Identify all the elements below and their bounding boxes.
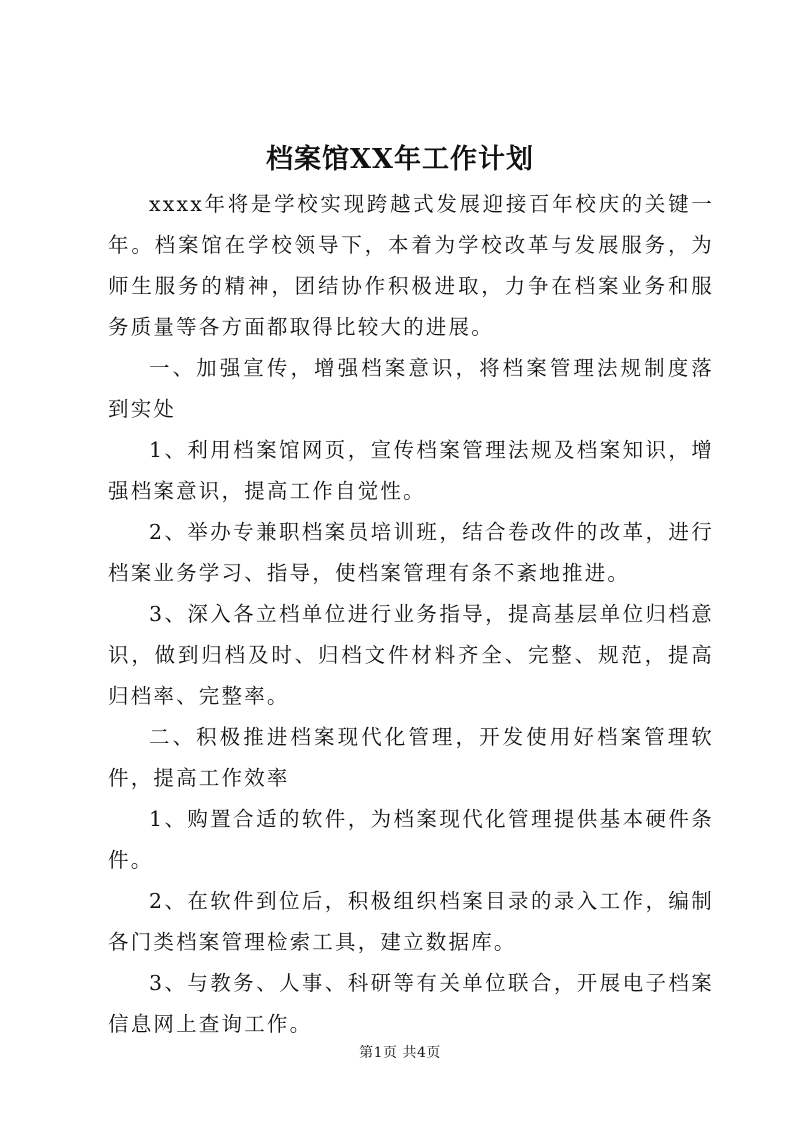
list-item: 3、与教务、人事、科研等有关单位联合，开展电子档案信息网上查询工作。 — [108, 971, 714, 1036]
list-item: 1、购置合适的软件，为档案现代化管理提供基本硬件条件。 — [108, 807, 714, 872]
list-item: 2、在软件到位后，积极组织档案目录的录入工作，编制各门类档案管理检索工具，建立数据库。 — [108, 889, 714, 954]
list-item: 3、深入各立档单位进行业务指导，提高基层单位归档意识，做到归档及时、归档文件材料齐全、完整、规范，提高归档率、完整率。 — [108, 602, 714, 708]
document-body — [108, 184, 714, 1045]
intro-paragraph: xxxx年将是学校实现跨越式发展迎接百年校庆的关键一年。档案馆在学校领导下，本着为学校改革与发展服务，为师生服务的精神，团结协作积极进取，力争在档案业务和服务质量等各方面都取得比较大的进展。 — [108, 192, 714, 339]
section-heading-2: 二、积极推进档案现代化管理，开发使用好档案管理软件，提高工作效率 — [108, 725, 714, 790]
list-item: 1、利用档案馆网页，宣传档案管理法规及档案知识，增强档案意识，提高工作自觉性。 — [108, 438, 714, 503]
page-footer: 第1页 共4页 — [359, 1045, 441, 1061]
list-item: 2、举办专兼职档案员培训班，结合卷改件的改革，进行档案业务学习、指导，使档案管理有条不紊地推进。 — [108, 520, 714, 585]
document-title: 档案馆XX年工作计划 — [266, 144, 534, 175]
section-heading-1: 一、加强宣传，增强档案意识，将档案管理法规制度落到实处 — [108, 356, 714, 421]
